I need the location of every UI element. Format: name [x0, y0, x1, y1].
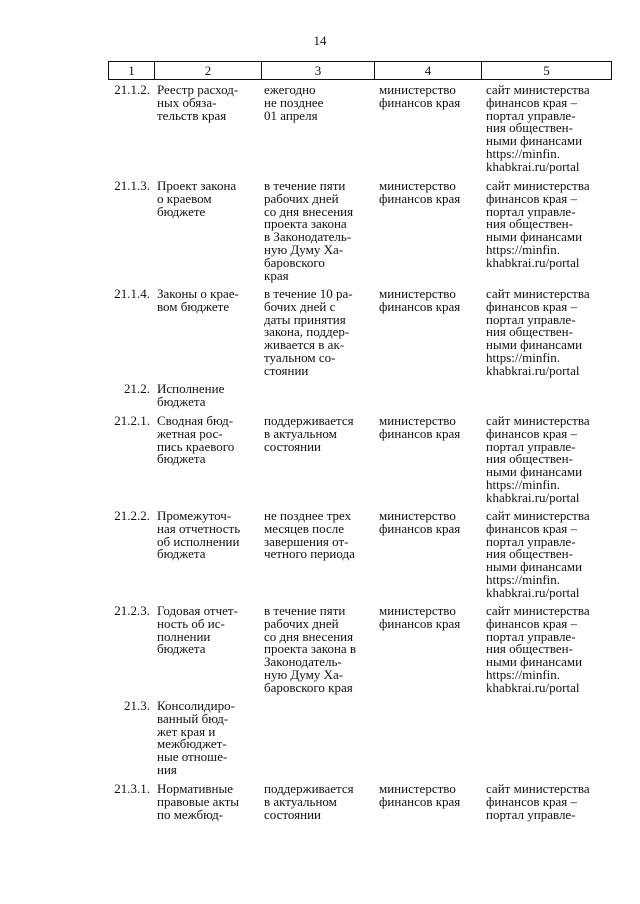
row-place: сайт министерства финансов края – портал управле- ния обществен- ными финансами https://minfin. khabkrai.ru/portal — [486, 413, 590, 505]
row-term: в течение 10 ра- бочих дней с даты принятия закона, поддер- живается в ак- туальном со- стоянии — [264, 286, 353, 378]
row-name: Исполнение бюджета — [157, 381, 225, 409]
row-number: 21.2.3. — [114, 603, 150, 618]
row-place: сайт министерства финансов края – портал управле- ния обществен- ными финансами https://minfin. khabkrai.ru/portal — [486, 286, 590, 378]
header-col-5: 5 — [481, 62, 611, 79]
row-number: 21.3.1. — [114, 781, 150, 796]
row-term: в течение пяти рабочих дней со дня внесения проекта закона в Законодатель- ную Думу Ха- баровского края — [264, 178, 354, 283]
row-name: Сводная бюд- жетная рос- пись краевого бюджета — [157, 413, 235, 467]
row-responsible: министерство финансов края — [379, 178, 461, 206]
row-name: Годовая отчет- ность об ис- полнении бюджета — [157, 603, 238, 657]
page-number: 14 — [313, 33, 327, 48]
row-responsible: министерство финансов края — [379, 82, 461, 110]
row-number: 21.2. — [124, 381, 150, 396]
row-place: сайт министерства финансов края – портал управле- ния обществен- ными финансами https://minfin. khabkrai.ru/portal — [486, 603, 590, 695]
row-responsible: министерство финансов края — [379, 413, 461, 441]
row-term: не позднее трех месяцев после завершения от- четного периода — [264, 508, 355, 562]
header-col-1: 1 — [128, 63, 135, 78]
row-place: сайт министерства финансов края – портал управле- ния обществен- ными финансами https://minfin. khabkrai.ru/portal — [486, 178, 590, 270]
header-col-4: 4 — [374, 62, 481, 79]
row-number: 21.2.2. — [114, 508, 150, 523]
row-name: Реестр расход- ных обяза- тельств края — [157, 82, 239, 123]
row-name: Законы о крае- вом бюджете — [157, 286, 239, 314]
row-term: поддерживается в актуальном состоянии — [264, 413, 354, 454]
row-place: сайт министерства финансов края – портал управле- ния обществен- ными финансами https://minfin. khabkrai.ru/portal — [486, 508, 590, 600]
header-col-3: 3 — [261, 62, 374, 79]
row-number: 21.1.2. — [114, 82, 150, 97]
table-header — [108, 61, 612, 80]
row-responsible: министерство финансов края — [379, 781, 461, 809]
row-name: Консолидиро- ванный бюд- жет края и межбюджет- ные отноше- ния — [157, 698, 235, 777]
row-term: ежегодно не позднее 01 апреля — [264, 82, 324, 123]
row-responsible: министерство финансов края — [379, 508, 461, 536]
header-col-2: 2 — [154, 62, 261, 79]
row-number: 21.1.3. — [114, 178, 150, 193]
row-place: сайт министерства финансов края – портал управле- — [486, 781, 590, 822]
row-name: Нормативные правовые акты по межбюд- — [157, 781, 239, 822]
row-number: 21.3. — [124, 698, 150, 713]
row-term: поддерживается в актуальном состоянии — [264, 781, 354, 822]
row-term: в течение пяти рабочих дней со дня внесения проекта закона в Законодатель- ную Думу Ха- баровского края — [264, 603, 357, 695]
row-number: 21.1.4. — [114, 286, 150, 301]
row-name: Промежуточ- ная отчетность об исполнении бюджета — [157, 508, 241, 562]
row-responsible: министерство финансов края — [379, 286, 461, 314]
row-responsible: министерство финансов края — [379, 603, 461, 631]
row-place: сайт министерства финансов края – портал управле- ния обществен- ными финансами https://minfin. khabkrai.ru/portal — [486, 82, 590, 174]
row-number: 21.2.1. — [114, 413, 150, 428]
row-name: Проект закона о краевом бюджете — [157, 178, 237, 219]
